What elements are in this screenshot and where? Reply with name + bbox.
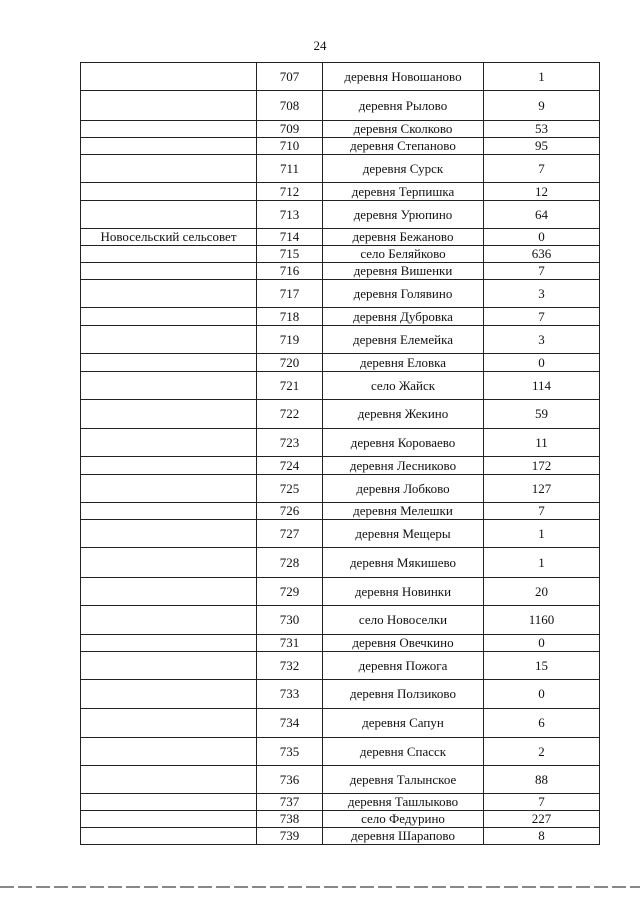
row-number: 736 xyxy=(257,766,323,794)
population-value: 20 xyxy=(484,578,600,606)
settlement-name: деревня Ползиково xyxy=(323,680,484,709)
row-number: 726 xyxy=(257,503,323,520)
table-body xyxy=(81,63,600,845)
row-number: 708 xyxy=(257,91,323,121)
row-number: 715 xyxy=(257,246,323,263)
region-cell xyxy=(81,606,257,635)
population-value: 0 xyxy=(484,635,600,652)
population-value: 7 xyxy=(484,155,600,183)
region-cell xyxy=(81,400,257,429)
settlement-name: деревня Короваево xyxy=(323,429,484,457)
settlement-name: село Жайск xyxy=(323,372,484,400)
settlement-name: деревня Сколково xyxy=(323,121,484,138)
table-row xyxy=(81,709,600,738)
table-row xyxy=(81,766,600,794)
settlement-name: деревня Рылово xyxy=(323,91,484,121)
table-row xyxy=(81,429,600,457)
region-cell xyxy=(81,138,257,155)
population-value: 636 xyxy=(484,246,600,263)
settlement-name: деревня Терпишка xyxy=(323,183,484,201)
settlement-name: деревня Мякишево xyxy=(323,548,484,578)
settlement-name: деревня Овечкино xyxy=(323,635,484,652)
population-value: 3 xyxy=(484,326,600,354)
region-cell xyxy=(81,828,257,845)
settlement-name: село Беляйково xyxy=(323,246,484,263)
settlement-name: деревня Елемейка xyxy=(323,326,484,354)
population-value: 12 xyxy=(484,183,600,201)
table-row xyxy=(81,354,600,372)
table-row xyxy=(81,578,600,606)
settlement-name: деревня Сурск xyxy=(323,155,484,183)
population-value: 0 xyxy=(484,680,600,709)
region-cell xyxy=(81,121,257,138)
region-cell xyxy=(81,709,257,738)
settlement-name: деревня Ташлыково xyxy=(323,794,484,811)
region-cell xyxy=(81,229,257,246)
settlement-name: деревня Степаново xyxy=(323,138,484,155)
population-value: 1 xyxy=(484,520,600,548)
region-cell xyxy=(81,155,257,183)
row-number: 716 xyxy=(257,263,323,280)
settlement-name: деревня Мелешки xyxy=(323,503,484,520)
region-cell xyxy=(81,578,257,606)
region-cell xyxy=(81,503,257,520)
table-row xyxy=(81,201,600,229)
settlement-name: деревня Талынское xyxy=(323,766,484,794)
row-number: 713 xyxy=(257,201,323,229)
table-row xyxy=(81,680,600,709)
population-value: 53 xyxy=(484,121,600,138)
region-cell xyxy=(81,183,257,201)
population-value: 1160 xyxy=(484,606,600,635)
population-value: 11 xyxy=(484,429,600,457)
region-cell xyxy=(81,680,257,709)
row-number: 728 xyxy=(257,548,323,578)
table-row xyxy=(81,155,600,183)
region-cell xyxy=(81,548,257,578)
settlement-name: деревня Жекино xyxy=(323,400,484,429)
population-value: 64 xyxy=(484,201,600,229)
settlement-name: деревня Мещеры xyxy=(323,520,484,548)
settlement-name: деревня Спасск xyxy=(323,738,484,766)
region-cell xyxy=(81,429,257,457)
settlement-name: деревня Голявино xyxy=(323,280,484,308)
region-cell xyxy=(81,372,257,400)
table-row xyxy=(81,828,600,845)
row-number: 737 xyxy=(257,794,323,811)
settlement-name: деревня Сапун xyxy=(323,709,484,738)
row-number: 732 xyxy=(257,652,323,680)
population-value: 227 xyxy=(484,811,600,828)
population-value: 2 xyxy=(484,738,600,766)
table-row xyxy=(81,652,600,680)
table-row xyxy=(81,229,600,246)
region-cell xyxy=(81,201,257,229)
scan-edge-artifact xyxy=(0,886,640,888)
settlement-name: деревня Новошаново xyxy=(323,63,484,91)
table-row xyxy=(81,246,600,263)
settlement-name: деревня Пожога xyxy=(323,652,484,680)
row-number: 724 xyxy=(257,457,323,475)
table-row xyxy=(81,520,600,548)
settlement-name: деревня Бежаново xyxy=(323,229,484,246)
region-cell xyxy=(81,246,257,263)
table-row xyxy=(81,308,600,326)
region-cell xyxy=(81,766,257,794)
table-row xyxy=(81,635,600,652)
region-cell xyxy=(81,652,257,680)
population-value: 59 xyxy=(484,400,600,429)
row-number: 729 xyxy=(257,578,323,606)
region-cell xyxy=(81,811,257,828)
population-value: 7 xyxy=(484,263,600,280)
row-number: 727 xyxy=(257,520,323,548)
row-number: 725 xyxy=(257,475,323,503)
region-cell xyxy=(81,326,257,354)
table-row xyxy=(81,794,600,811)
table-row xyxy=(81,326,600,354)
row-number: 738 xyxy=(257,811,323,828)
region-cell xyxy=(81,457,257,475)
row-number: 722 xyxy=(257,400,323,429)
table-row xyxy=(81,475,600,503)
population-value: 1 xyxy=(484,63,600,91)
row-number: 717 xyxy=(257,280,323,308)
population-value: 1 xyxy=(484,548,600,578)
row-number: 712 xyxy=(257,183,323,201)
table-row xyxy=(81,811,600,828)
population-value: 8 xyxy=(484,828,600,845)
row-number: 710 xyxy=(257,138,323,155)
population-value: 6 xyxy=(484,709,600,738)
population-value: 0 xyxy=(484,229,600,246)
table-row xyxy=(81,738,600,766)
settlement-name: село Федурино xyxy=(323,811,484,828)
table-row xyxy=(81,457,600,475)
population-value: 15 xyxy=(484,652,600,680)
region-name: Новосельский сельсовет xyxy=(100,229,237,244)
table-row xyxy=(81,263,600,280)
region-cell xyxy=(81,280,257,308)
table-row xyxy=(81,280,600,308)
region-cell xyxy=(81,63,257,91)
page-number: 24 xyxy=(313,38,327,53)
population-value: 0 xyxy=(484,354,600,372)
region-cell xyxy=(81,520,257,548)
row-number: 719 xyxy=(257,326,323,354)
region-cell xyxy=(81,738,257,766)
table-row xyxy=(81,400,600,429)
table-row xyxy=(81,183,600,201)
region-cell xyxy=(81,475,257,503)
population-value: 114 xyxy=(484,372,600,400)
population-value: 7 xyxy=(484,308,600,326)
population-value: 127 xyxy=(484,475,600,503)
population-value: 9 xyxy=(484,91,600,121)
row-number: 739 xyxy=(257,828,323,845)
row-number: 714 xyxy=(257,229,323,246)
region-cell xyxy=(81,354,257,372)
row-number: 711 xyxy=(257,155,323,183)
row-number: 733 xyxy=(257,680,323,709)
row-number: 718 xyxy=(257,308,323,326)
region-cell xyxy=(81,308,257,326)
region-cell xyxy=(81,794,257,811)
table-row xyxy=(81,91,600,121)
row-number: 723 xyxy=(257,429,323,457)
settlement-name: деревня Еловка xyxy=(323,354,484,372)
population-value: 7 xyxy=(484,794,600,811)
table-row xyxy=(81,63,600,91)
region-cell xyxy=(81,91,257,121)
table-row xyxy=(81,548,600,578)
row-number: 707 xyxy=(257,63,323,91)
row-number: 709 xyxy=(257,121,323,138)
row-number: 734 xyxy=(257,709,323,738)
row-number: 731 xyxy=(257,635,323,652)
row-number: 721 xyxy=(257,372,323,400)
row-number: 730 xyxy=(257,606,323,635)
population-value: 172 xyxy=(484,457,600,475)
settlement-name: деревня Дубровка xyxy=(323,308,484,326)
settlement-name: деревня Новинки xyxy=(323,578,484,606)
settlement-name: деревня Вишенки xyxy=(323,263,484,280)
settlement-name: деревня Лобково xyxy=(323,475,484,503)
population-value: 88 xyxy=(484,766,600,794)
settlement-name: деревня Урюпино xyxy=(323,201,484,229)
row-number: 720 xyxy=(257,354,323,372)
population-value: 3 xyxy=(484,280,600,308)
region-cell xyxy=(81,635,257,652)
table-row xyxy=(81,138,600,155)
table-row xyxy=(81,372,600,400)
population-value: 95 xyxy=(484,138,600,155)
table-row xyxy=(81,121,600,138)
region-cell xyxy=(81,263,257,280)
table-row xyxy=(81,606,600,635)
settlement-name: деревня Лесниково xyxy=(323,457,484,475)
population-value: 7 xyxy=(484,503,600,520)
settlement-name: село Новоселки xyxy=(323,606,484,635)
settlement-name: деревня Шарапово xyxy=(323,828,484,845)
settlement-table xyxy=(80,62,600,845)
table-row xyxy=(81,503,600,520)
row-number: 735 xyxy=(257,738,323,766)
